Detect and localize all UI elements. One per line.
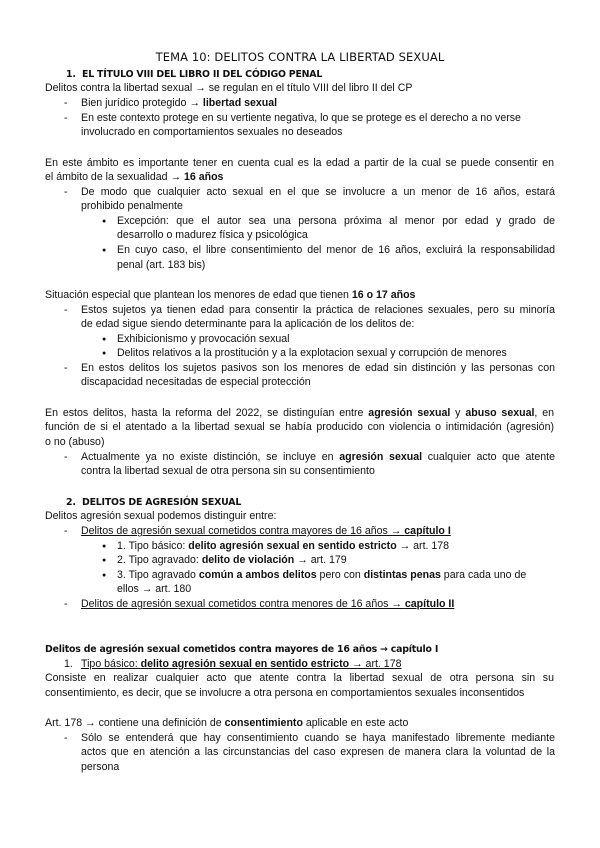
section-3-heading: Delitos de agresión sexual cometidos contra mayores de 16 años → capítulo I [45, 644, 439, 655]
dash-bullet: - [64, 112, 68, 124]
sec1-p4-item1: Actualmente ya no existe distinción, se incluye en agresión sexual cualquier acto que atente [81, 451, 555, 463]
dot-bullet: ● [102, 572, 107, 579]
sec1-p3-item1-cont: de edad sigue siendo determinante para la aplicación de los delitos de: [81, 318, 415, 330]
dash-bullet: - [64, 732, 68, 744]
sec1-p3: Situación especial que plantean los menores de edad que tienen 16 o 17 años [45, 289, 416, 301]
sec1-p2-bullet1-cont: desarrollo o madurez física y psicológica [117, 229, 308, 241]
sec3-item1-cont2: persona [81, 761, 120, 773]
sec1-intro: Delitos contra la libertad sexual → se regulan en el título VIII del libro II del CP [45, 82, 413, 94]
sec1-p4-line3: o no (abuso) [45, 436, 105, 448]
section-2-heading: 2. DELITOS DE AGRESIÓN SEXUAL [66, 497, 242, 508]
sec1-item-2-cont: involucrado en comportamientos sexuales no deseados [81, 126, 343, 138]
sec1-p2-line2: el ámbito de la sexualidad → 16 años [45, 171, 224, 183]
dash-bullet: - [64, 186, 68, 198]
sec1-p3-item1: Estos sujetos ya tienen edad para consentir la práctica de relaciones sexuales, pero su minoría [81, 304, 555, 316]
dash-bullet: - [64, 525, 68, 537]
sec3-p1-line1: Consiste en realizar cualquier acto que atente contra la libertad sexual de otra persona sin su [45, 672, 554, 684]
sec3-subheading: Tipo básico: delito agresión sexual en sentido estricto → art. 178 [81, 658, 402, 670]
sec1-item-1: Bien jurídico protegido → libertad sexual [81, 97, 278, 109]
dot-bullet: ● [102, 336, 107, 343]
sec2-item-1: Delitos de agresión sexual cometidos contra mayores de 16 años → capítulo I [81, 525, 451, 537]
sec2-bullet-2: 2. Tipo agravado: delito de violación → art. 179 [117, 554, 347, 566]
sec3-sub-number: 1. [64, 658, 73, 670]
dash-bullet: - [64, 304, 68, 316]
sec1-p3-item2-cont: discapacidad necesitadas de especial protección [81, 376, 311, 388]
sec2-intro: Delitos agresión sexual podemos distinguir entre: [45, 510, 277, 522]
sec3-p1-line2: consentimiento, es decir, que se involucre a otra persona en comportamientos sexuales inconsentidos [45, 687, 525, 699]
sec1-p4-line1: En estos delitos, hasta la reforma del 2022, se distinguían entre agresión sexual y abuso sexual, en [45, 407, 555, 419]
sec2-bullet-1: 1. Tipo básico: delito agresión sexual en sentido estricto → art. 178 [117, 540, 450, 552]
dot-bullet: ● [102, 247, 107, 254]
sec1-p2-item1-cont: prohibido penalmente [81, 200, 183, 212]
sec1-p3-bullet1: Exhibicionismo y provocación sexual [117, 333, 290, 345]
sec3-p2: Art. 178 → contiene una definición de consentimiento aplicable en este acto [45, 717, 409, 729]
dot-bullet: ● [102, 350, 107, 357]
dot-bullet: ● [102, 218, 107, 225]
sec1-p3-item2: En estos delitos los sujetos pasivos son los menores de edad sin distinción y las personas con [81, 362, 555, 374]
dash-bullet: - [64, 362, 68, 374]
sec1-item-2: En este contexto protege en su vertiente negativa, lo que se protege es el derecho a no verse [81, 112, 521, 124]
sec1-p3-bullet2: Delitos relativos a la prostitución y a la explotacion sexual y corrupción de menores [117, 347, 507, 359]
sec1-p2-line1: En este ámbito es importante tener en cuenta cual es la edad a partir de la cual se puede consentir en [45, 157, 554, 169]
sec2-bullet-3: 3. Tipo agravado común a ambos delitos pero con distintas penas para cada uno de [117, 569, 527, 581]
sec1-p2-item1: De modo que cualquier acto sexual en el que se involucre a un menor de 16 años, estará [81, 186, 555, 198]
dot-bullet: ● [102, 557, 107, 564]
sec1-p2-bullet2: En cuyo caso, el libre consentimiento del menor de 16 años, excluirá la responsabilidad [117, 244, 555, 256]
sec3-item1: Sólo se entenderá que hay consentimiento cuando se haya manifestado libremente mediante [81, 732, 555, 744]
sec2-item-2: Delitos de agresión sexual cometidos contra menores de 16 años → capítulo II [81, 598, 455, 610]
dash-bullet: - [64, 598, 68, 610]
section-1-heading: 1. EL TÍTULO VIII DEL LIBRO II DEL CÓDIGO PENAL [66, 69, 323, 80]
dash-bullet: - [64, 451, 68, 463]
dot-bullet: ● [102, 543, 107, 550]
document-title: TEMA 10: DELITOS CONTRA LA LIBERTAD SEXUAL [155, 50, 445, 64]
sec1-p4-line2: función de si el atentado a la libertad sexual se había producido con violencia o intimidación (agresión) [45, 421, 554, 433]
sec1-p2-bullet2-cont: penal (art. 183 bis) [117, 259, 206, 271]
dash-bullet: - [64, 97, 68, 109]
sec2-bullet-3-cont: ellos → art. 180 [117, 583, 192, 595]
sec3-item1-cont: actos que en atención a las circunstancias del caso expresen de manera clara la voluntad de la [81, 746, 555, 758]
sec1-p4-item1-cont: contra la libertad sexual de otra persona sin su consentimiento [81, 465, 375, 477]
sec1-p2-bullet1: Excepción: que el autor sea una persona próxima al menor por edad y grado de [117, 215, 555, 227]
